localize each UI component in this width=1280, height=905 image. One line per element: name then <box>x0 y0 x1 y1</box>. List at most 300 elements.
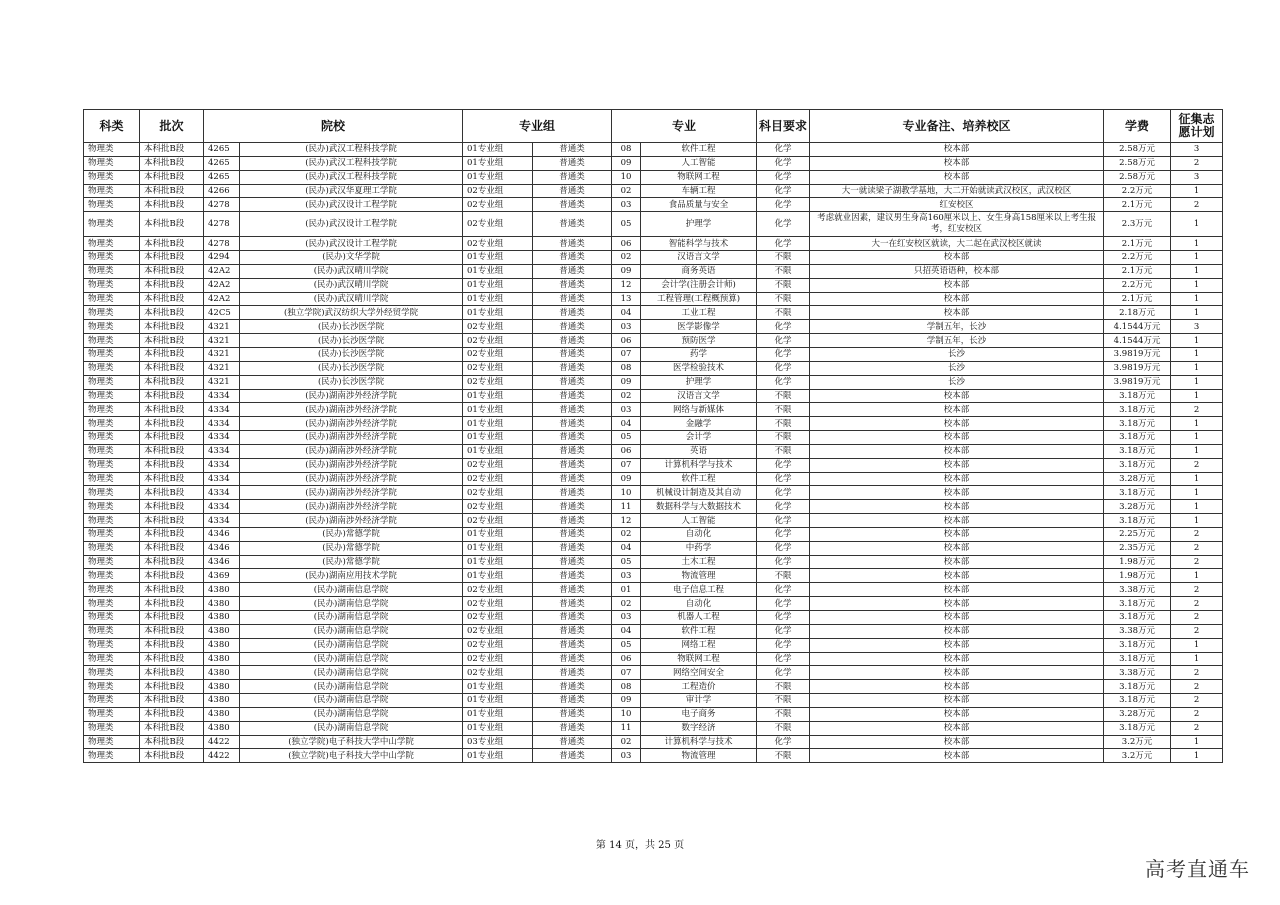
cell-group-code: 02专业组 <box>463 583 533 597</box>
cell-school-name: (民办)长沙医学院 <box>240 375 463 389</box>
cell-fee: 3.18万元 <box>1104 403 1171 417</box>
cell-fee: 2.1万元 <box>1104 292 1171 306</box>
cell-school-code: 4321 <box>204 334 240 348</box>
table-row <box>84 431 1223 445</box>
cell-school-code: 4334 <box>204 472 240 486</box>
cell-major-name: 物流管理 <box>641 749 757 763</box>
header-subject: 科目要求 <box>757 110 810 143</box>
cell-school-code: 4321 <box>204 320 240 334</box>
cell-group-code: 01专业组 <box>463 417 533 431</box>
cell-fee: 4.1544万元 <box>1104 334 1171 348</box>
page-footer: 第 14 页，共 25 页 <box>595 840 685 851</box>
cell-category: 物理类 <box>84 237 140 251</box>
cell-school-code: 4278 <box>204 212 240 237</box>
cell-category: 物理类 <box>84 264 140 278</box>
cell-subject-req: 化学 <box>757 666 810 680</box>
cell-fee: 3.2万元 <box>1104 749 1171 763</box>
cell-school-name: (民办)湖南信息学院 <box>240 694 463 708</box>
cell-note: 大一在红安校区就读，大二起在武汉校区就读 <box>810 237 1104 251</box>
cell-major-code: 04 <box>612 306 641 320</box>
cell-category: 物理类 <box>84 292 140 306</box>
cell-school-name: (民办)武汉设计工程学院 <box>240 212 463 237</box>
cell-batch: 本科批B段 <box>140 624 204 638</box>
cell-batch: 本科批B段 <box>140 694 204 708</box>
cell-school-code: 4334 <box>204 417 240 431</box>
cell-group-type: 普通类 <box>533 278 612 292</box>
cell-group-type: 普通类 <box>533 403 612 417</box>
cell-subject-req: 化学 <box>757 611 810 625</box>
cell-batch: 本科批B段 <box>140 611 204 625</box>
header-batch: 批次 <box>140 110 204 143</box>
cell-fee: 3.18万元 <box>1104 680 1171 694</box>
cell-fee: 3.18万元 <box>1104 638 1171 652</box>
cell-subject-req: 不限 <box>757 292 810 306</box>
cell-group-type: 普通类 <box>533 721 612 735</box>
cell-batch: 本科批B段 <box>140 735 204 749</box>
cell-group-code: 01专业组 <box>463 541 533 555</box>
cell-plan: 2 <box>1171 694 1223 708</box>
cell-note: 校本部 <box>810 611 1104 625</box>
cell-subject-req: 不限 <box>757 403 810 417</box>
cell-fee: 3.18万元 <box>1104 431 1171 445</box>
cell-major-code: 09 <box>612 375 641 389</box>
table-row <box>84 569 1223 583</box>
cell-school-code: 4334 <box>204 500 240 514</box>
cell-subject-req: 化学 <box>757 486 810 500</box>
header-note: 专业备注、培养校区 <box>810 110 1104 143</box>
table-body <box>84 143 1223 763</box>
cell-note: 只招英语语种，校本部 <box>810 264 1104 278</box>
table-row <box>84 251 1223 265</box>
cell-major-code: 03 <box>612 198 641 212</box>
cell-plan: 1 <box>1171 652 1223 666</box>
cell-category: 物理类 <box>84 306 140 320</box>
cell-category: 物理类 <box>84 624 140 638</box>
cell-batch: 本科批B段 <box>140 444 204 458</box>
cell-fee: 2.1万元 <box>1104 237 1171 251</box>
cell-group-code: 02专业组 <box>463 611 533 625</box>
cell-group-code: 02专业组 <box>463 212 533 237</box>
cell-school-name: (民办)武汉晴川学院 <box>240 278 463 292</box>
cell-category: 物理类 <box>84 143 140 157</box>
cell-group-type: 普通类 <box>533 735 612 749</box>
cell-batch: 本科批B段 <box>140 347 204 361</box>
cell-plan: 3 <box>1171 143 1223 157</box>
cell-group-code: 01专业组 <box>463 444 533 458</box>
cell-plan: 1 <box>1171 735 1223 749</box>
cell-major-code: 02 <box>612 251 641 265</box>
cell-batch: 本科批B段 <box>140 458 204 472</box>
cell-school-name: (民办)长沙医学院 <box>240 347 463 361</box>
table-row <box>84 721 1223 735</box>
cell-category: 物理类 <box>84 320 140 334</box>
cell-major-name: 数字经济 <box>641 721 757 735</box>
cell-group-type: 普通类 <box>533 555 612 569</box>
cell-subject-req: 化学 <box>757 527 810 541</box>
cell-category: 物理类 <box>84 597 140 611</box>
cell-major-name: 网络空间安全 <box>641 666 757 680</box>
cell-major-name: 预防医学 <box>641 334 757 348</box>
cell-school-name: (民办)湖南涉外经济学院 <box>240 403 463 417</box>
cell-major-code: 04 <box>612 541 641 555</box>
cell-group-type: 普通类 <box>533 334 612 348</box>
cell-group-type: 普通类 <box>533 652 612 666</box>
cell-school-code: 4265 <box>204 156 240 170</box>
table-row <box>84 156 1223 170</box>
cell-school-code: 4334 <box>204 403 240 417</box>
cell-subject-req: 不限 <box>757 694 810 708</box>
cell-note: 校本部 <box>810 541 1104 555</box>
cell-major-code: 08 <box>612 361 641 375</box>
cell-batch: 本科批B段 <box>140 721 204 735</box>
cell-major-name: 汉语言文学 <box>641 251 757 265</box>
cell-fee: 2.2万元 <box>1104 251 1171 265</box>
cell-group-code: 02专业组 <box>463 514 533 528</box>
cell-batch: 本科批B段 <box>140 514 204 528</box>
cell-category: 物理类 <box>84 638 140 652</box>
cell-school-code: 42A2 <box>204 278 240 292</box>
cell-batch: 本科批B段 <box>140 541 204 555</box>
cell-major-code: 09 <box>612 264 641 278</box>
cell-school-code: 4321 <box>204 375 240 389</box>
header-group: 专业组 <box>463 110 612 143</box>
cell-note: 校本部 <box>810 555 1104 569</box>
cell-category: 物理类 <box>84 514 140 528</box>
cell-school-name: (民办)湖南信息学院 <box>240 707 463 721</box>
cell-subject-req: 化学 <box>757 156 810 170</box>
cell-group-type: 普通类 <box>533 666 612 680</box>
cell-category: 物理类 <box>84 389 140 403</box>
cell-batch: 本科批B段 <box>140 583 204 597</box>
cell-major-code: 02 <box>612 597 641 611</box>
cell-subject-req: 化学 <box>757 320 810 334</box>
cell-major-code: 12 <box>612 278 641 292</box>
cell-school-code: 4266 <box>204 184 240 198</box>
cell-plan: 2 <box>1171 198 1223 212</box>
table-row <box>84 170 1223 184</box>
cell-category: 物理类 <box>84 721 140 735</box>
cell-school-name: (民办)湖南涉外经济学院 <box>240 417 463 431</box>
cell-school-code: 4380 <box>204 652 240 666</box>
cell-category: 物理类 <box>84 198 140 212</box>
cell-school-name: (民办)武汉工程科技学院 <box>240 156 463 170</box>
cell-category: 物理类 <box>84 444 140 458</box>
cell-batch: 本科批B段 <box>140 652 204 666</box>
cell-batch: 本科批B段 <box>140 334 204 348</box>
cell-note: 校本部 <box>810 156 1104 170</box>
cell-batch: 本科批B段 <box>140 472 204 486</box>
header-category: 科类 <box>84 110 140 143</box>
cell-major-code: 05 <box>612 555 641 569</box>
cell-fee: 3.28万元 <box>1104 707 1171 721</box>
cell-category: 物理类 <box>84 486 140 500</box>
cell-subject-req: 化学 <box>757 555 810 569</box>
cell-group-type: 普通类 <box>533 184 612 198</box>
table-row <box>84 694 1223 708</box>
cell-subject-req: 化学 <box>757 597 810 611</box>
cell-major-code: 12 <box>612 514 641 528</box>
cell-batch: 本科批B段 <box>140 417 204 431</box>
cell-group-code: 01专业组 <box>463 680 533 694</box>
table-row <box>84 237 1223 251</box>
cell-group-type: 普通类 <box>533 749 612 763</box>
cell-group-type: 普通类 <box>533 431 612 445</box>
cell-plan: 1 <box>1171 306 1223 320</box>
cell-fee: 2.25万元 <box>1104 527 1171 541</box>
cell-school-name: (民办)湖南应用技术学院 <box>240 569 463 583</box>
cell-school-code: 42A2 <box>204 264 240 278</box>
table-row <box>84 611 1223 625</box>
cell-school-code: 4321 <box>204 347 240 361</box>
cell-note: 校本部 <box>810 707 1104 721</box>
cell-major-name: 人工智能 <box>641 514 757 528</box>
cell-plan: 2 <box>1171 666 1223 680</box>
cell-major-name: 车辆工程 <box>641 184 757 198</box>
cell-group-code: 02专业组 <box>463 237 533 251</box>
cell-fee: 3.18万元 <box>1104 486 1171 500</box>
cell-plan: 1 <box>1171 431 1223 445</box>
cell-group-type: 普通类 <box>533 292 612 306</box>
cell-major-code: 05 <box>612 638 641 652</box>
cell-category: 物理类 <box>84 694 140 708</box>
table-row <box>84 624 1223 638</box>
cell-category: 物理类 <box>84 666 140 680</box>
cell-batch: 本科批B段 <box>140 264 204 278</box>
cell-school-name: (民办)湖南信息学院 <box>240 583 463 597</box>
cell-school-name: (民办)湖南信息学院 <box>240 680 463 694</box>
cell-fee: 2.3万元 <box>1104 212 1171 237</box>
cell-subject-req: 不限 <box>757 264 810 278</box>
cell-group-code: 02专业组 <box>463 500 533 514</box>
cell-note: 校本部 <box>810 597 1104 611</box>
cell-school-name: (民办)湖南信息学院 <box>240 638 463 652</box>
cell-subject-req: 化学 <box>757 458 810 472</box>
cell-plan: 1 <box>1171 638 1223 652</box>
cell-group-code: 01专业组 <box>463 156 533 170</box>
table-row <box>84 707 1223 721</box>
cell-fee: 3.9819万元 <box>1104 361 1171 375</box>
cell-school-name: (民办)湖南信息学院 <box>240 721 463 735</box>
cell-school-name: (民办)湖南信息学院 <box>240 597 463 611</box>
cell-major-code: 06 <box>612 444 641 458</box>
cell-school-name: (民办)武汉晴川学院 <box>240 292 463 306</box>
cell-plan: 1 <box>1171 278 1223 292</box>
cell-note: 校本部 <box>810 389 1104 403</box>
cell-category: 物理类 <box>84 251 140 265</box>
cell-note: 校本部 <box>810 403 1104 417</box>
cell-subject-req: 不限 <box>757 721 810 735</box>
cell-note: 校本部 <box>810 500 1104 514</box>
table-row <box>84 680 1223 694</box>
cell-major-name: 电子信息工程 <box>641 583 757 597</box>
table-row <box>84 375 1223 389</box>
cell-major-name: 土木工程 <box>641 555 757 569</box>
cell-group-type: 普通类 <box>533 375 612 389</box>
cell-batch: 本科批B段 <box>140 361 204 375</box>
cell-category: 物理类 <box>84 431 140 445</box>
cell-school-name: (民办)湖南信息学院 <box>240 611 463 625</box>
cell-fee: 3.38万元 <box>1104 666 1171 680</box>
cell-note: 校本部 <box>810 417 1104 431</box>
cell-school-code: 4380 <box>204 707 240 721</box>
cell-fee: 2.1万元 <box>1104 198 1171 212</box>
cell-fee: 2.2万元 <box>1104 278 1171 292</box>
cell-group-type: 普通类 <box>533 212 612 237</box>
cell-note: 校本部 <box>810 514 1104 528</box>
table-row <box>84 278 1223 292</box>
cell-category: 物理类 <box>84 735 140 749</box>
cell-major-name: 软件工程 <box>641 472 757 486</box>
cell-category: 物理类 <box>84 555 140 569</box>
cell-note: 校本部 <box>810 143 1104 157</box>
cell-subject-req: 化学 <box>757 652 810 666</box>
cell-plan: 1 <box>1171 334 1223 348</box>
cell-batch: 本科批B段 <box>140 569 204 583</box>
cell-fee: 3.38万元 <box>1104 583 1171 597</box>
table-row <box>84 212 1223 237</box>
cell-group-type: 普通类 <box>533 389 612 403</box>
table-row <box>84 749 1223 763</box>
cell-school-code: 4380 <box>204 638 240 652</box>
cell-school-name: (民办)常德学院 <box>240 527 463 541</box>
cell-major-code: 08 <box>612 680 641 694</box>
cell-major-code: 02 <box>612 389 641 403</box>
cell-major-name: 商务英语 <box>641 264 757 278</box>
cell-group-type: 普通类 <box>533 156 612 170</box>
cell-group-code: 01专业组 <box>463 694 533 708</box>
cell-plan: 2 <box>1171 583 1223 597</box>
table-row <box>84 444 1223 458</box>
cell-note: 长沙 <box>810 375 1104 389</box>
cell-group-type: 普通类 <box>533 143 612 157</box>
cell-school-name: (民办)湖南涉外经济学院 <box>240 472 463 486</box>
cell-school-code: 4294 <box>204 251 240 265</box>
cell-school-code: 4334 <box>204 444 240 458</box>
cell-category: 物理类 <box>84 278 140 292</box>
cell-category: 物理类 <box>84 212 140 237</box>
cell-batch: 本科批B段 <box>140 638 204 652</box>
table-row <box>84 652 1223 666</box>
cell-group-type: 普通类 <box>533 198 612 212</box>
cell-batch: 本科批B段 <box>140 237 204 251</box>
cell-category: 物理类 <box>84 417 140 431</box>
cell-batch: 本科批B段 <box>140 749 204 763</box>
cell-school-code: 4380 <box>204 666 240 680</box>
cell-batch: 本科批B段 <box>140 198 204 212</box>
cell-subject-req: 化学 <box>757 237 810 251</box>
cell-group-type: 普通类 <box>533 541 612 555</box>
cell-school-name: (民办)湖南涉外经济学院 <box>240 444 463 458</box>
cell-batch: 本科批B段 <box>140 680 204 694</box>
cell-subject-req: 不限 <box>757 707 810 721</box>
cell-major-name: 机器人工程 <box>641 611 757 625</box>
cell-note: 学制五年，长沙 <box>810 334 1104 348</box>
cell-school-name: (民办)湖南涉外经济学院 <box>240 431 463 445</box>
cell-subject-req: 不限 <box>757 569 810 583</box>
cell-batch: 本科批B段 <box>140 527 204 541</box>
cell-plan: 1 <box>1171 514 1223 528</box>
cell-school-name: (民办)湖南涉外经济学院 <box>240 500 463 514</box>
cell-group-code: 01专业组 <box>463 707 533 721</box>
cell-group-type: 普通类 <box>533 320 612 334</box>
cell-subject-req: 化学 <box>757 184 810 198</box>
cell-major-code: 03 <box>612 749 641 763</box>
cell-major-code: 05 <box>612 212 641 237</box>
cell-school-code: 4265 <box>204 143 240 157</box>
cell-major-name: 英语 <box>641 444 757 458</box>
cell-group-code: 01专业组 <box>463 143 533 157</box>
table-row <box>84 472 1223 486</box>
cell-category: 物理类 <box>84 707 140 721</box>
cell-category: 物理类 <box>84 472 140 486</box>
cell-group-type: 普通类 <box>533 638 612 652</box>
cell-school-code: 4334 <box>204 486 240 500</box>
cell-school-name: (独立学院)电子科技大学中山学院 <box>240 735 463 749</box>
table-row <box>84 514 1223 528</box>
cell-subject-req: 化学 <box>757 334 810 348</box>
cell-school-code: 4346 <box>204 541 240 555</box>
cell-note: 校本部 <box>810 583 1104 597</box>
cell-plan: 1 <box>1171 389 1223 403</box>
cell-major-code: 11 <box>612 721 641 735</box>
cell-subject-req: 化学 <box>757 735 810 749</box>
cell-group-type: 普通类 <box>533 417 612 431</box>
admission-plan-table <box>83 109 1223 763</box>
cell-subject-req: 化学 <box>757 624 810 638</box>
cell-plan: 1 <box>1171 237 1223 251</box>
cell-fee: 1.98万元 <box>1104 555 1171 569</box>
cell-note: 校本部 <box>810 666 1104 680</box>
table-row <box>84 541 1223 555</box>
cell-note: 校本部 <box>810 721 1104 735</box>
cell-fee: 4.1544万元 <box>1104 320 1171 334</box>
cell-major-name: 会计学 <box>641 431 757 445</box>
cell-note: 大一就读梁子湖教学基地，大二开始就读武汉校区，武汉校区 <box>810 184 1104 198</box>
cell-group-code: 03专业组 <box>463 735 533 749</box>
cell-category: 物理类 <box>84 680 140 694</box>
cell-subject-req: 化学 <box>757 347 810 361</box>
cell-group-type: 普通类 <box>533 707 612 721</box>
cell-major-name: 智能科学与技术 <box>641 237 757 251</box>
cell-school-code: 4346 <box>204 555 240 569</box>
cell-school-code: 4380 <box>204 624 240 638</box>
cell-group-code: 01专业组 <box>463 170 533 184</box>
cell-group-type: 普通类 <box>533 458 612 472</box>
cell-school-code: 4278 <box>204 237 240 251</box>
cell-subject-req: 化学 <box>757 198 810 212</box>
cell-plan: 2 <box>1171 403 1223 417</box>
cell-school-name: (独立学院)电子科技大学中山学院 <box>240 749 463 763</box>
cell-school-code: 4380 <box>204 721 240 735</box>
cell-major-name: 机械设计制造及其自动 <box>641 486 757 500</box>
cell-major-name: 医学检验技术 <box>641 361 757 375</box>
cell-group-code: 01专业组 <box>463 555 533 569</box>
cell-school-name: (民办)武汉工程科技学院 <box>240 143 463 157</box>
cell-fee: 3.9819万元 <box>1104 375 1171 389</box>
cell-school-name: (民办)武汉华夏理工学院 <box>240 184 463 198</box>
cell-note: 校本部 <box>810 680 1104 694</box>
cell-category: 物理类 <box>84 156 140 170</box>
cell-major-code: 02 <box>612 527 641 541</box>
cell-plan: 1 <box>1171 472 1223 486</box>
cell-group-code: 02专业组 <box>463 361 533 375</box>
cell-note: 校本部 <box>810 170 1104 184</box>
cell-school-name: (民办)湖南信息学院 <box>240 624 463 638</box>
cell-school-code: 4265 <box>204 170 240 184</box>
cell-note: 校本部 <box>810 652 1104 666</box>
table-row <box>84 292 1223 306</box>
cell-major-code: 05 <box>612 431 641 445</box>
